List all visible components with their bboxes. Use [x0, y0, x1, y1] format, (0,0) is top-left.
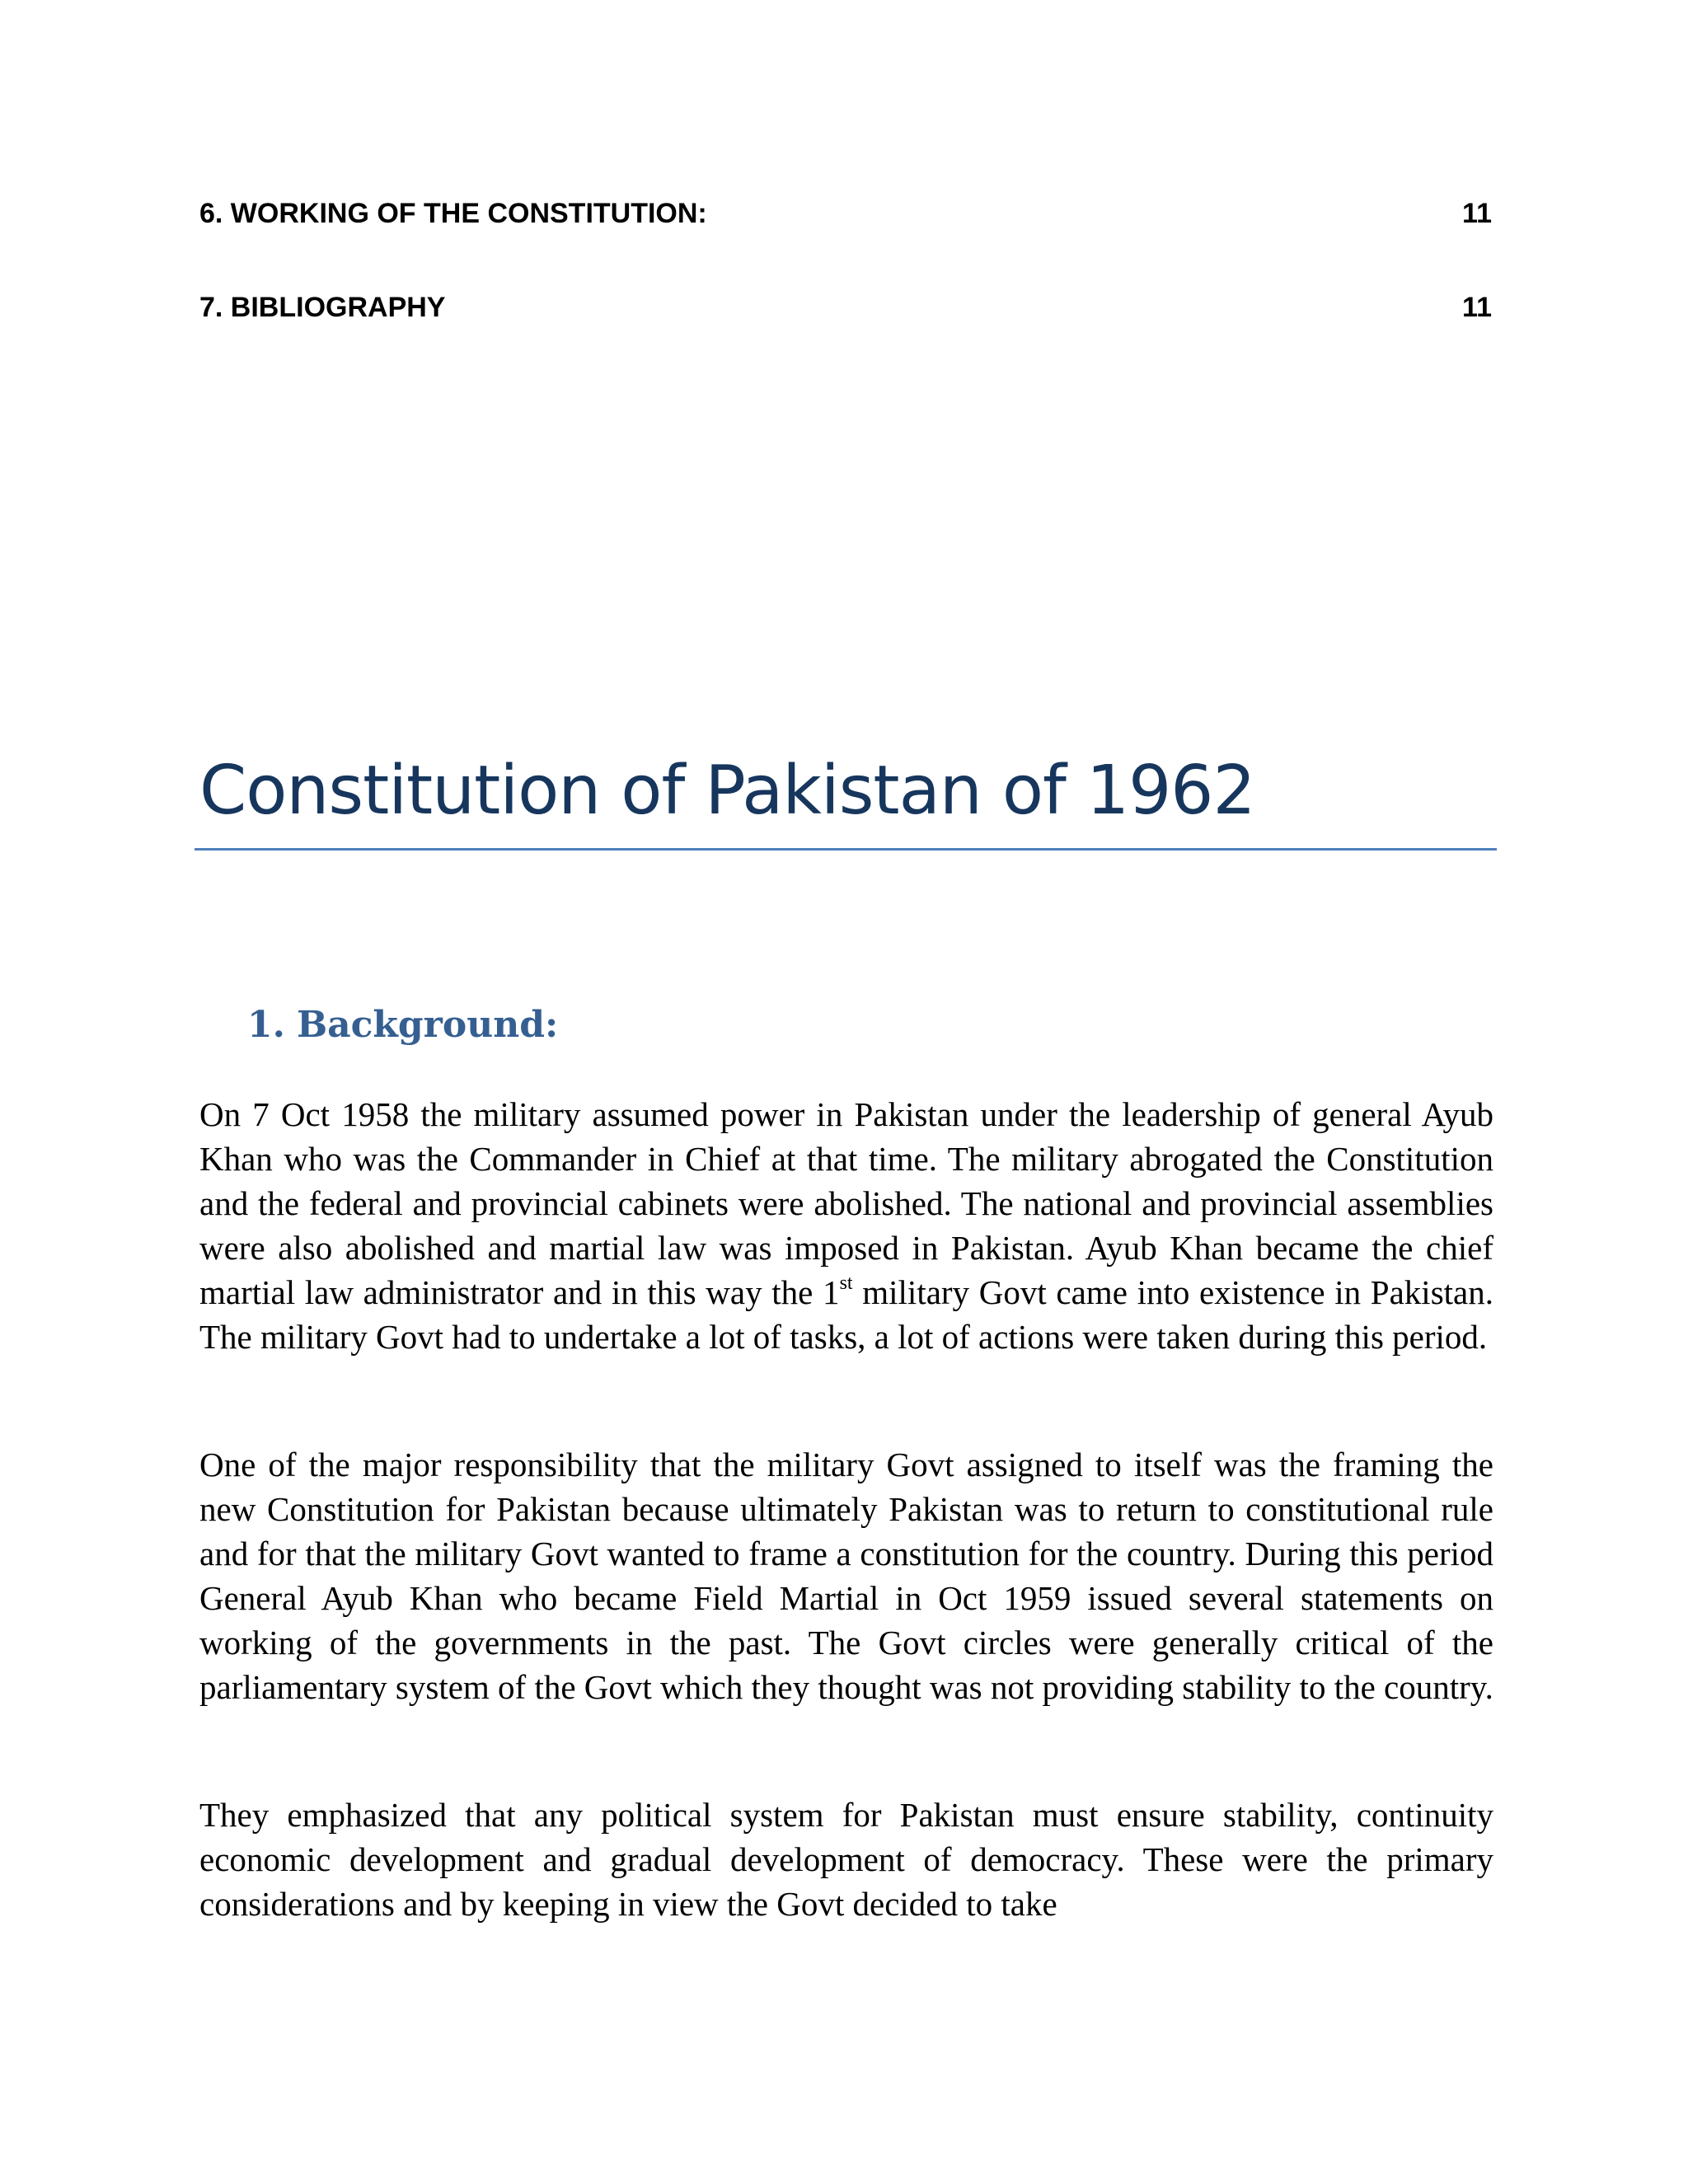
- section-number: 1.: [247, 1004, 285, 1046]
- paragraph-background-1: [199, 1092, 1493, 1359]
- document-title: Constitution of Pakistan of 1962: [199, 752, 1255, 830]
- paragraph-text: On 7 Oct 1958 the military assumed power in Pakistan under the leadership of general Ayub Khan who was the Commander in Chief at that time. The military abrogated the Constitution and the federal and provincial cabinets were abolished. The national and provincial assemblies were also abolished and martial law was imposed in Pakistan. Ayub Khan became the chief martial law administrator and in this way the 1: [199, 1095, 1493, 1311]
- ordinal-superscript: st: [839, 1272, 853, 1294]
- section-title: Background:: [296, 1004, 559, 1046]
- toc-entry-page-number: 11: [1462, 292, 1492, 323]
- toc-entry-label: 7. BIBLIOGRAPHY: [199, 292, 446, 323]
- paragraph-background-2: One of the major responsibility that the military Govt assigned to itself was the framing the new Constitution for Pakistan because ultimately Pakistan was to return to constitutional rule and for that the military Govt wanted to frame a constitution for the country. During this period General Ayub Khan who became Field Martial in Oct 1959 issued several statements on working of the governments in the past. The Govt circles were generally critical of the parliamentary system of the Govt which they thought was not providing stability to the country.: [199, 1446, 1493, 1706]
- toc-entry-working-of-constitution[interactable]: [199, 198, 1492, 230]
- toc-entry-label: 6. WORKING OF THE CONSTITUTION:: [199, 198, 707, 229]
- toc-entry-page-number: 11: [1462, 198, 1492, 229]
- paragraph-text: military Govt came into existence in Pakistan. The military Govt had to undertake a lot of tasks, a lot of actions were taken during this period.: [199, 1273, 1493, 1356]
- title-underline-divider: [195, 848, 1497, 851]
- toc-entry-bibliography[interactable]: [199, 292, 1492, 324]
- section-heading-background: [247, 1004, 558, 1046]
- paragraph-background-3: They emphasized that any political system for Pakistan must ensure stability, continuity economic development and gradual development of democracy. These were the primary considerations and by keeping in view the Govt decided to take: [199, 1796, 1493, 1923]
